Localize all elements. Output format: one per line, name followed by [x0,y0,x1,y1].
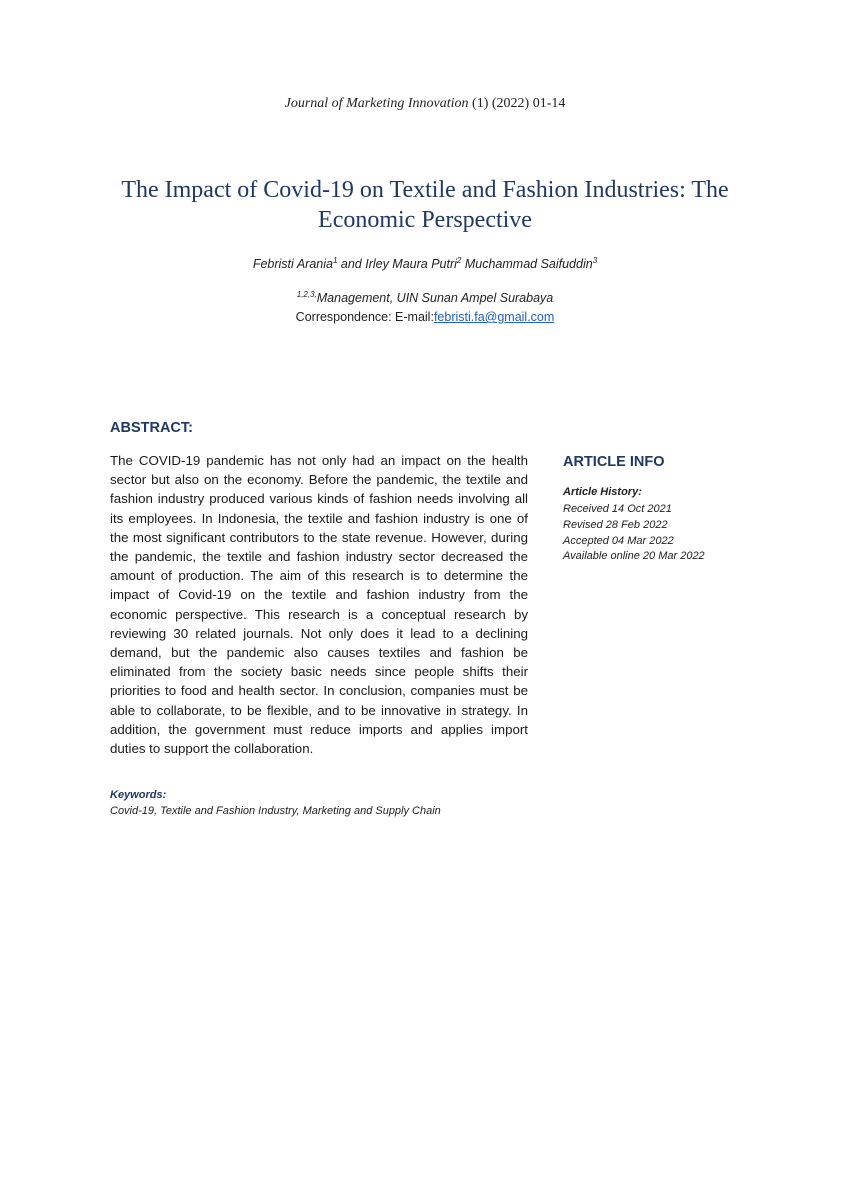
history-revised: Revised 28 Feb 2022 [563,518,668,531]
affiliation-mark: 1,2,3, [296,290,317,299]
author-connector: and [337,257,366,272]
author-name: Irley Maura Putri [365,257,457,272]
article-history-label: Article History: [563,486,642,498]
affiliation-text: Management, UIN Sunan Ampel Surabaya [316,291,554,306]
keywords-value: Covid-19, Textile and Fashion Industry, Marketing and Supply Chain [110,805,441,817]
author-name: Muchammad Saifuddin [461,257,593,272]
abstract-heading: ABSTRACT: [110,420,193,436]
history-received: Received 14 Oct 2021 [563,503,672,515]
journal-citation: (1) (2022) 01-14 [468,96,566,111]
author-affiliation-mark: 3 [592,256,598,265]
correspondence-label: Correspondence: E-mail: [295,310,434,324]
author-affiliation-mark: 2 [456,256,462,265]
article-history-list [563,502,705,565]
history-available-online: Available online 20 Mar 2022 [563,550,705,563]
author-line [0,256,850,271]
correspondence [0,310,850,324]
article-info-heading: ARTICLE INFO [563,454,665,470]
author-name: Febristi Arania [252,257,333,272]
affiliation [0,290,850,305]
history-accepted: Accepted 04 Mar 2022 [563,534,674,547]
keywords-label: Keywords: [110,789,167,801]
email-link[interactable]: febristi.fa@gmail.com [433,310,555,324]
journal-header [0,96,850,112]
abstract-body: The COVID-19 pandemic has not only had an impact on the health sector but also on the economy. Before the pandemic, the textile and fashion industry produced various kinds of fashion needs involving all its employees. In Indonesia, the textile and fashion industry is one of the most significant contributors to the state revenue. However, during the pandemic, the textile and fashion industry sector decreased the amount of production. The aim of this research is to determine the impact of Covid-19 on the textile and fashion industry from the economic perspective. This research is a conceptual research by reviewing 30 related journals. Not only does it lead to a declining demand, but the pandemic also causes textiles and fashion be eliminated from the society basic needs since people shifts their priorities to food and health sector. In conclusion, companies must be able to collaborate, to be flexible, and to be innovative in strategy. In addition, the government must reduce imports and applies import duties to support the collaboration. [110,453,528,757]
paper-title: The Impact of Covid-19 on Textile and Fashion Industries: The Economic Perspective [121,177,729,233]
author-affiliation-mark: 1 [332,256,338,265]
journal-name: Journal of Marketing Innovation [284,96,469,111]
